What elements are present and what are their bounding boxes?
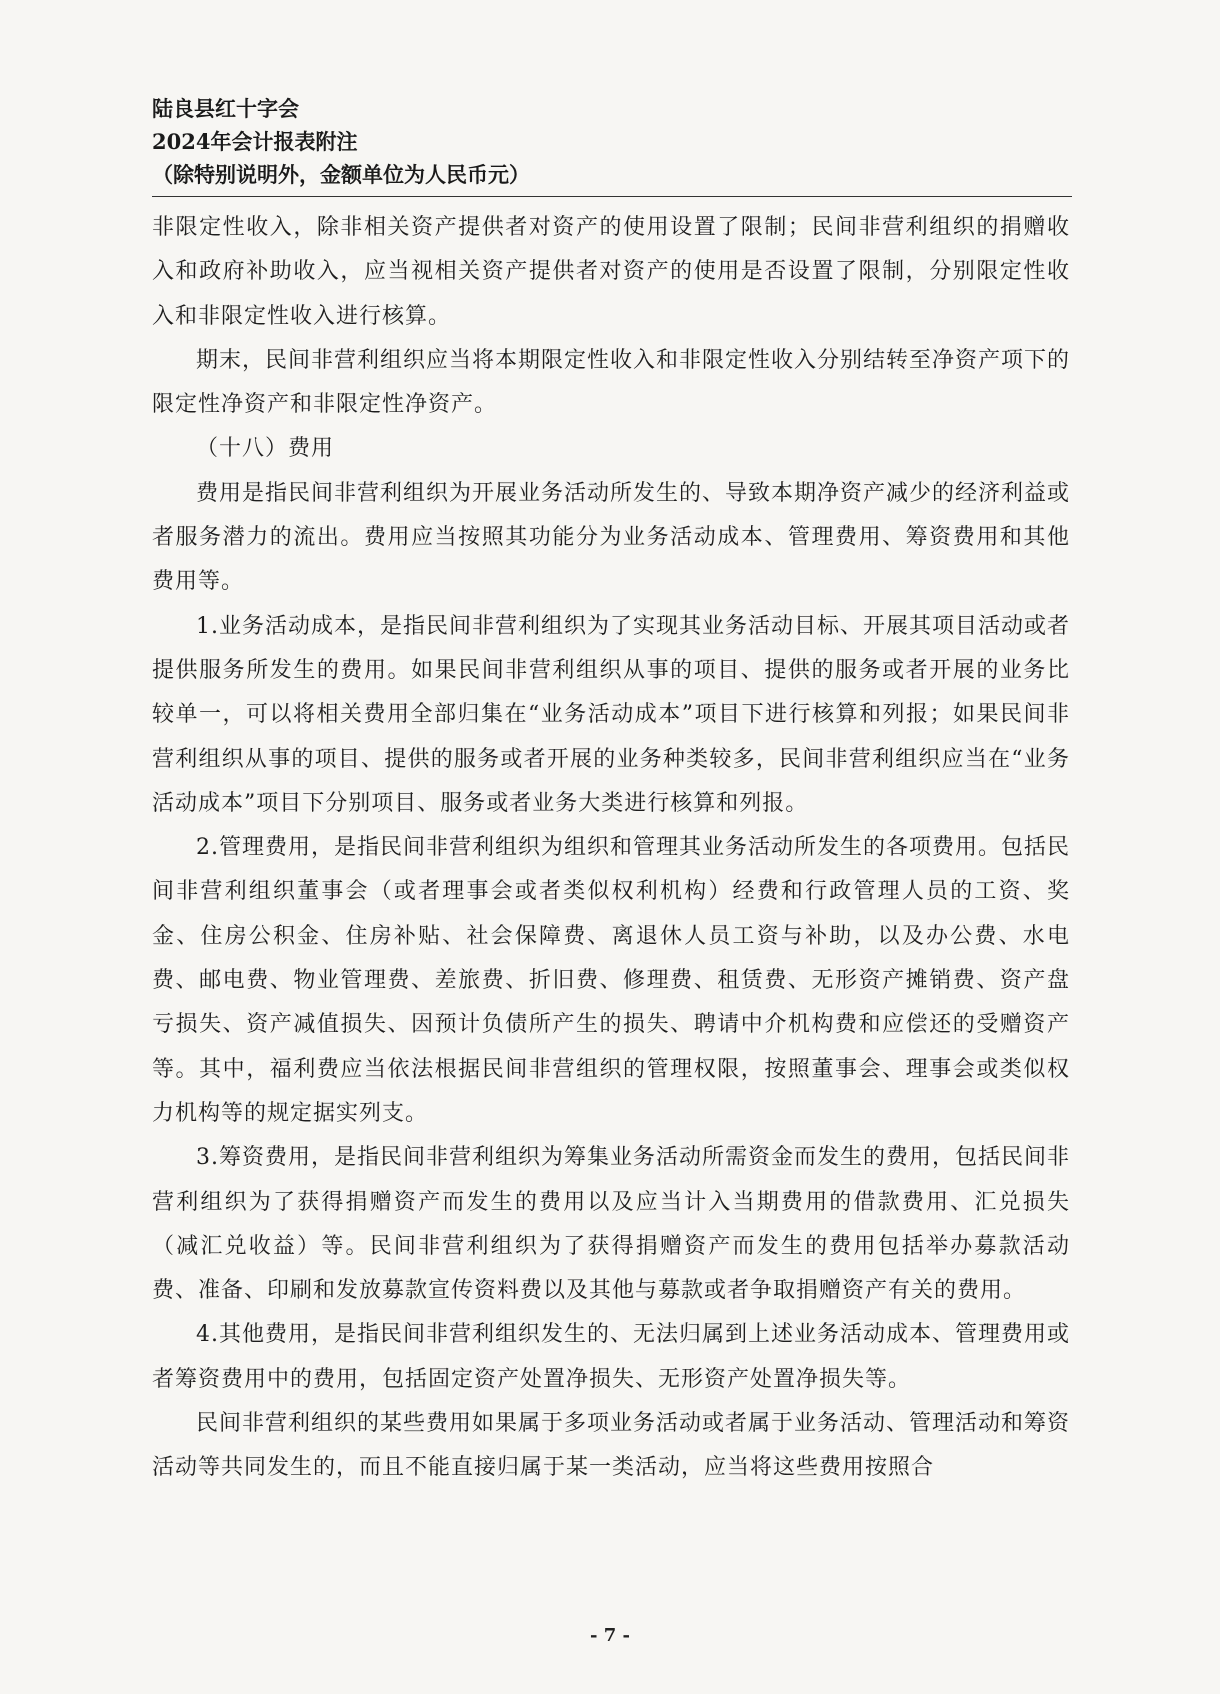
page-header — [152, 92, 530, 191]
paragraph: 期末，民间非营利组织应当将本期限定性收入和非限定性收入分别结转至净资产项下的限定性净资产和非限定性净资产。 — [152, 347, 1071, 418]
paragraph: 1.业务活动成本，是指民间非营利组织为了实现其业务活动目标、开展其项目活动或者提供服务所发生的费用。如果民间非营利组织从事的项目、提供的服务或者开展的业务比较单一，可以将相关费用全部归集在“业务活动成本”项目下进行核算和列报；如果民间非营利组织从事的项目、提供的服务或者开展的业务种类较多，民间非营利组织应当在“业务活动成本”项目下分别项目、服务或者业务大类进行核算和列报。 — [152, 613, 1071, 816]
header-divider — [152, 196, 1072, 197]
paragraph: 民间非营利组织的某些费用如果属于多项业务活动或者属于业务活动、管理活动和筹资活动等共同发生的，而且不能直接归属于某一类活动，应当将这些费用按照合 — [152, 1411, 1071, 1481]
paragraph: 4.其他费用，是指民间非营利组织发生的、无法归属到上述业务活动成本、管理费用或者筹资费用中的费用，包括固定资产处置净损失、无形资产处置净损失等。 — [152, 1322, 1070, 1392]
paragraph: 3.筹资费用，是指民间非营利组织为筹集业务活动所需资金而发生的费用，包括民间非营利组织为了获得捐赠资产而发生的费用以及应当计入当期费用的借款费用、汇兑损失（减汇兑收益）等。民间非营利组织为了获得捐赠资产而发生的费用包括举办募款活动费、准备、印刷和发放募款宣传资料费以及其他与募款或者争取捐赠资产有关的费用。 — [152, 1145, 1070, 1304]
report-title: 2024年会计报表附注 — [152, 129, 358, 154]
unit-note: （除特别说明外，金额单位为人民币元） — [152, 162, 530, 187]
paragraph: 非限定性收入，除非相关资产提供者对资产的使用设置了限制；民间非营利组织的捐赠收入和政府补助收入，应当视相关资产提供者对资产的使用是否设置了限制，分别限定性收入和非限定性收入进行核算。 — [152, 215, 1070, 329]
page-number: - 7 - — [590, 1625, 630, 1646]
paragraph: 2.管理费用，是指民间非营利组织为组织和管理其业务活动所发生的各项费用。包括民间非营利组织董事会（或者理事会或者类似权利机构）经费和行政管理人员的工资、奖金、住房公积金、住房补贴、社会保障费、离退休人员工资与补助，以及办公费、水电费、邮电费、物业管理费、差旅费、折旧费、修理费、租赁费、无形资产摊销费、资产盘亏损失、资产减值损失、因预计负债所产生的损失、聘请中介机构费和应偿还的受赠资产等。其中，福利费应当依法根据民间非营组织的管理权限，按照董事会、理事会或类似权力机构等的规定据实列支。 — [152, 835, 1070, 1126]
document-body — [152, 206, 1070, 1491]
paragraph: 费用是指民间非营利组织为开展业务活动所发生的、导致本期净资产减少的经济利益或者服务潜力的流出。费用应当按照其功能分为业务活动成本、管理费用、筹资费用和其他费用等。 — [152, 480, 1071, 595]
organization-name: 陆良县红十字会 — [152, 96, 299, 121]
section-heading: （十八）费用 — [196, 436, 335, 462]
